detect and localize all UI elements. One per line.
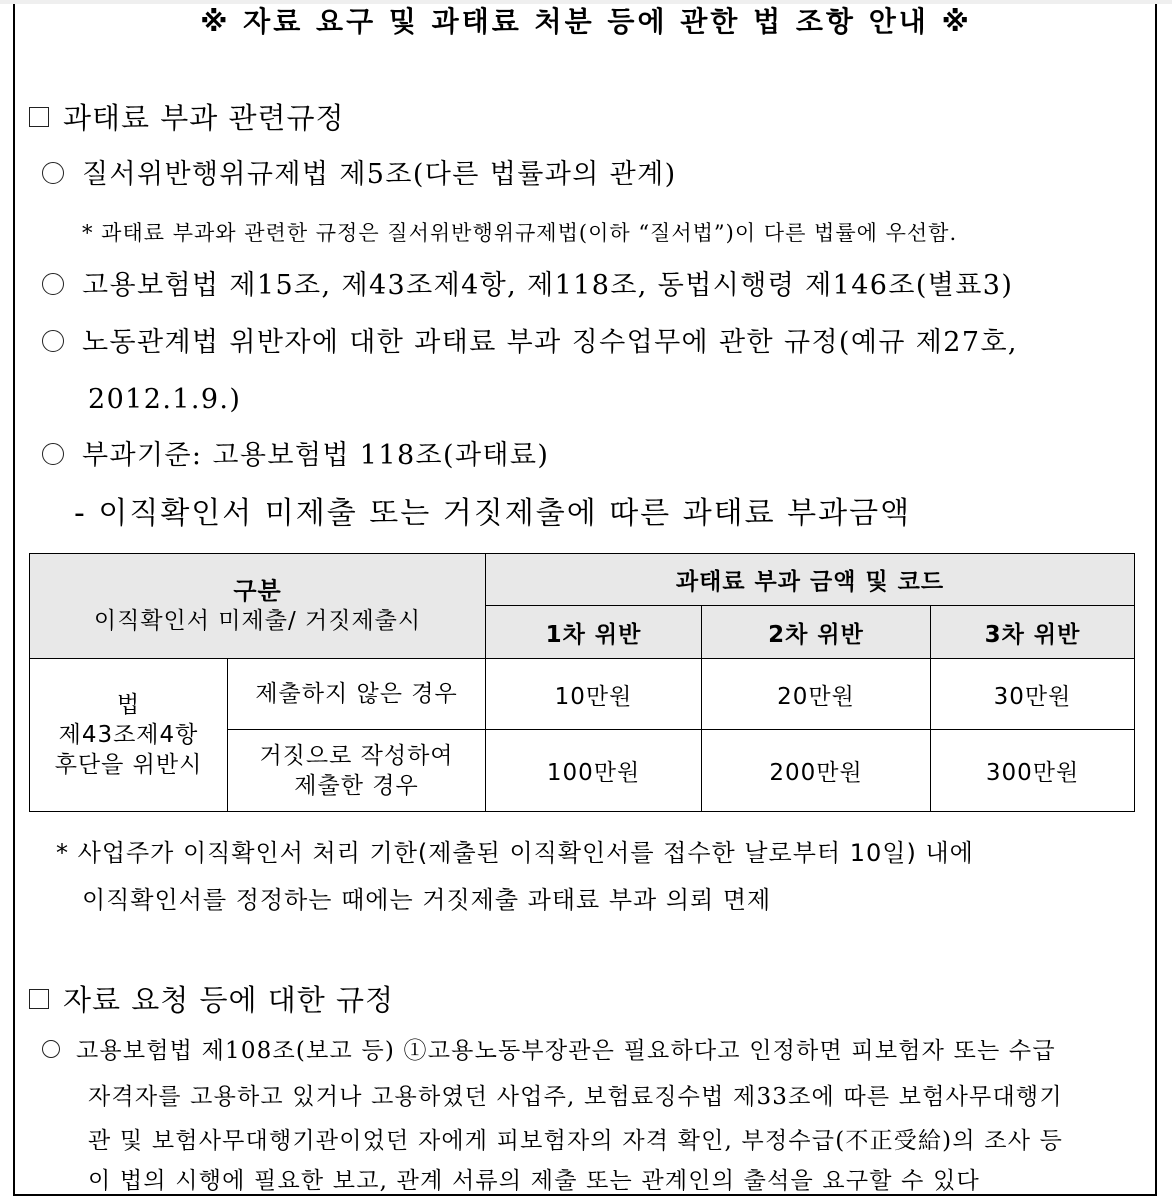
- list-item: [42, 266, 1013, 306]
- list-item-text: 고용보험법 제108조(보고 등) ①고용노동부장관은 필요하다고 인정하면 피보험자 또는 수급: [76, 1038, 1056, 1064]
- category-header: [30, 554, 486, 659]
- section-heading-text: 과태료 부과 관련규정: [63, 101, 345, 135]
- list-item: [42, 323, 1018, 363]
- case-label: [228, 659, 486, 730]
- footnote-line-2: 이직확인서를 정정하는 때에는 거짓제출 과태료 부과 의뢰 면제: [82, 886, 772, 914]
- column-header-2nd: 2차 위반: [702, 606, 931, 659]
- section-heading-fine-rules: [29, 98, 345, 138]
- section-heading-text: 자료 요청 등에 대한 규정: [63, 983, 395, 1017]
- case-label-line: 거짓으로 작성하여: [259, 742, 454, 769]
- case-label-line: 제출하지 않은 경우: [255, 681, 458, 707]
- fine-amount-table: [29, 553, 1135, 812]
- amount-cell: 30만원: [931, 659, 1135, 730]
- group-label-line: 제43조제4항: [58, 722, 199, 748]
- amount-cell: 100만원: [486, 730, 702, 812]
- circle-bullet-icon: [42, 330, 64, 352]
- category-subtitle: 이직확인서 미제출/ 거짓제출시: [93, 608, 422, 634]
- amount-header: 과태료 부과 금액 및 코드: [486, 554, 1135, 606]
- list-item: [42, 436, 549, 476]
- list-item-continuation: 이 법의 시행에 필요한 보고, 관계 서류의 제출 또는 관계인의 출석을 요구할 수 있다: [88, 1168, 980, 1194]
- list-item-text: 질서위반행위규제법 제5조(다른 법률과의 관계): [82, 159, 677, 190]
- list-item-continuation: 관 및 보험사무대행기관이었던 자에게 피보험자의 자격 확인, 부정수급(不正受給)의 조사 등: [88, 1128, 1064, 1154]
- circle-bullet-icon: [42, 443, 64, 465]
- list-item-text: 부과기준: 고용보험법 118조(과태료): [82, 440, 550, 471]
- note-text: * 과태료 부과와 관련한 규정은 질서위반행위규제법(이하 “질서법”)이 다른 법률에 우선함.: [82, 221, 958, 245]
- table-row: [30, 659, 1135, 730]
- square-bullet-icon: [29, 107, 49, 127]
- section-heading-data-request: [29, 980, 394, 1020]
- list-item: [42, 1030, 1056, 1072]
- list-item-text: 노동관계법 위반자에 대한 과태료 부과 징수업무에 관한 규정(예규 제27호,: [82, 327, 1018, 358]
- document-title: ※ 자료 요구 및 과태료 처분 등에 관한 법 조항 안내 ※: [200, 5, 972, 38]
- group-label-line: 법: [116, 692, 141, 718]
- case-label: [228, 730, 486, 812]
- footnote-line-1: * 사업주가 이직확인서 처리 기한(제출된 이직확인서를 접수한 날로부터 10일) 내에: [56, 839, 974, 867]
- amount-cell: 300만원: [931, 730, 1135, 812]
- case-label-line: 제출한 경우: [294, 772, 419, 799]
- circle-bullet-icon: [42, 273, 64, 295]
- group-label: [30, 659, 228, 812]
- column-header-3rd: 3차 위반: [931, 606, 1135, 659]
- group-label-line: 후단을 위반시: [54, 752, 203, 778]
- list-item-continuation: 자격자를 고용하고 있거나 고용하였던 사업주, 보험료징수법 제33조에 따른 보험사무대행기: [88, 1084, 1063, 1110]
- square-bullet-icon: [29, 989, 49, 1009]
- circle-bullet-icon: [42, 162, 64, 184]
- category-title: 구분: [233, 577, 282, 605]
- list-item-continuation: 2012.1.9.): [88, 384, 242, 415]
- list-item: [42, 155, 677, 195]
- circle-bullet-icon: [42, 1040, 60, 1058]
- column-header-1st: 1차 위반: [486, 606, 702, 659]
- amount-cell: 20만원: [702, 659, 931, 730]
- amount-cell: 200만원: [702, 730, 931, 812]
- amount-cell: 10만원: [486, 659, 702, 730]
- list-item-text: 고용보험법 제15조, 제43조제4항, 제118조, 동법시행령 제146조(별표3): [82, 270, 1014, 301]
- sub-item-text: - 이직확인서 미제출 또는 거짓제출에 따른 과태료 부과금액: [74, 496, 912, 531]
